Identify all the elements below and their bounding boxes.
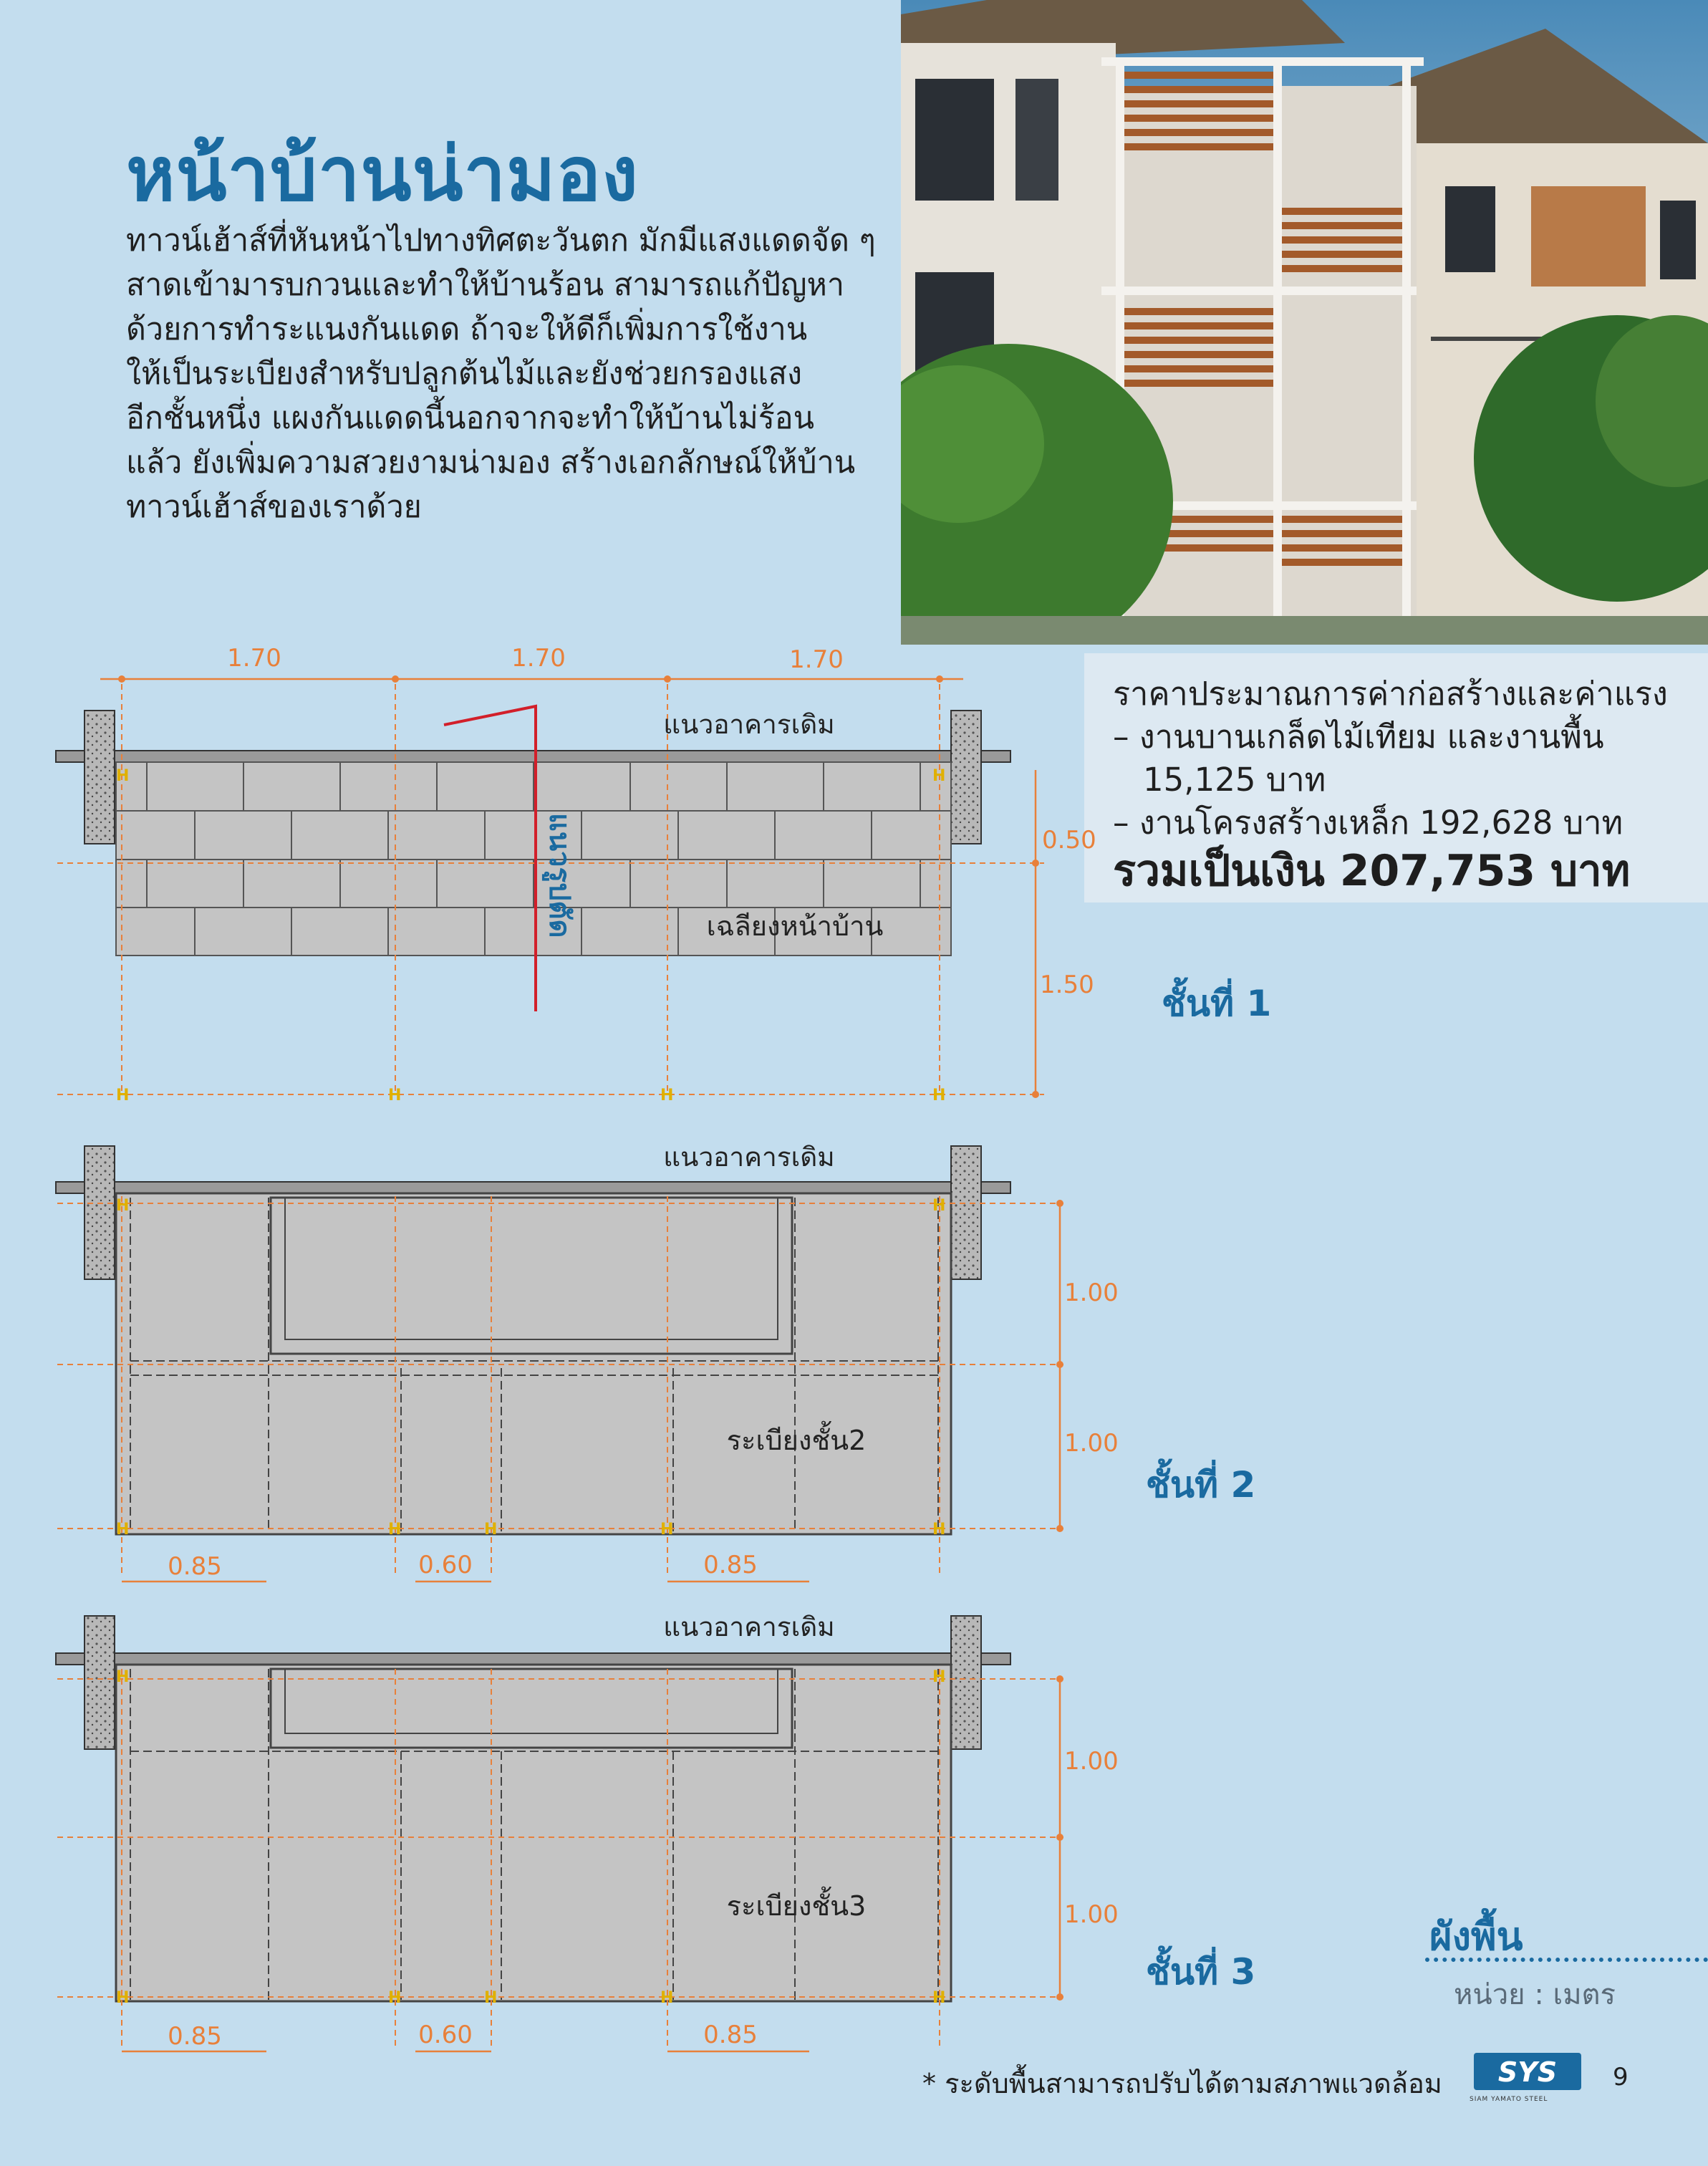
svg-text:H: H — [116, 767, 130, 785]
svg-text:H: H — [932, 1989, 946, 2007]
existing-building-line: แนวอาคารเดิม — [663, 1142, 835, 1173]
svg-text:H: H — [660, 1087, 674, 1104]
svg-text:H: H — [116, 1087, 130, 1104]
page-number: 9 — [1613, 2063, 1629, 2092]
svg-text:H: H — [932, 767, 946, 785]
floor-3-label: ชั้นที่ 3 — [1146, 1951, 1256, 1993]
plan-floor-3 — [56, 1612, 1119, 2051]
intro-line: อีกชั้นหนึ่ง แผงกันแดดนี้นอกจากจะทำให้บ้านไม่ร้อน — [126, 400, 815, 436]
dimension-label: 1.50 — [1040, 971, 1094, 999]
balcony2-label: ระเบียงชั้น2 — [726, 1425, 867, 1456]
svg-text:H: H — [484, 1989, 498, 2007]
logo-subtitle: SIAM YAMATO STEEL — [1470, 2096, 1548, 2103]
existing-building-line: แนวอาคารเดิม — [663, 709, 835, 740]
plan-floor-2 — [56, 1142, 1119, 1582]
svg-text:H: H — [932, 1197, 946, 1215]
unit-label: หน่วย : เมตร — [1454, 1978, 1616, 2011]
svg-text:H: H — [388, 1087, 402, 1104]
dimension-label: 0.85 — [168, 1552, 222, 1581]
dimension-label: 1.00 — [1064, 1429, 1119, 1458]
svg-text:SYS: SYS — [1497, 2056, 1558, 2088]
dimension-label: 0.85 — [168, 2022, 222, 2051]
svg-text:H: H — [660, 1521, 674, 1539]
intro-line: ให้เป็นระเบียงสำหรับปลูกต้นไม้และยังช่วยกรองแสง — [126, 356, 802, 392]
balcony3-label: ระเบียงชั้น3 — [726, 1890, 867, 1922]
sys-logo — [1474, 2053, 1581, 2090]
page-title: หน้าบ้านน่ามอง — [126, 130, 639, 218]
plan-floor-1 — [56, 644, 1096, 1104]
price-item-2: – งานโครงสร้างเหล็ก 192,628 บาท — [1113, 804, 1623, 842]
floor-2-label: ชั้นที่ 2 — [1146, 1464, 1256, 1506]
price-item-1: – งานบานเกล็ดไม้เทียม และงานพื้น — [1113, 718, 1604, 756]
canopy-label: เฉลียงหน้าบ้าน — [706, 910, 884, 942]
dimension-label: 0.85 — [703, 2021, 758, 2049]
svg-text:H: H — [116, 1989, 130, 2007]
footnote: * ระดับพื้นสามารถปรับได้ตามสภาพแวดล้อม — [922, 2068, 1442, 2099]
svg-text:H: H — [116, 1668, 130, 1686]
svg-text:H: H — [932, 1521, 946, 1539]
dimension-label: 1.00 — [1064, 1279, 1119, 1307]
dimension-label: 1.00 — [1064, 1747, 1119, 1776]
floor-1-label: ชั้นที่ 1 — [1162, 983, 1272, 1024]
intro-line: ทาวน์เฮ้าส์ของเราด้วย — [126, 489, 422, 525]
svg-text:H: H — [116, 1521, 130, 1539]
intro-line: สาดเข้ามารบกวนและทำให้บ้านร้อน สามารถแก้ปัญหา — [126, 267, 845, 303]
price-item-1-amount: 15,125 บาท — [1143, 761, 1326, 799]
dimension-label: 1.70 — [789, 645, 844, 674]
svg-text:H: H — [116, 1197, 130, 1215]
dimension-label: 0.50 — [1042, 826, 1096, 855]
svg-text:H: H — [660, 1989, 674, 2007]
dimension-label: 1.70 — [511, 644, 566, 673]
legend-divider — [1425, 1958, 1708, 1962]
intro-line: ทาวน์เฮ้าส์ที่หันหน้าไปทางทิศตะวันตก มักมีแสงแดดจัด ๆ — [126, 223, 876, 259]
dimension-label: 0.60 — [418, 2021, 473, 2049]
existing-building-line: แนวอาคารเดิม — [663, 1612, 835, 1642]
price-heading: ราคาประมาณการค่าก่อสร้างและค่าแรง — [1113, 675, 1668, 713]
intro-line: แล้ว ยังเพิ่มความสวยงามน่ามอง สร้างเอกลักษณ์ให้บ้าน — [126, 445, 856, 481]
dimension-label: 1.00 — [1064, 1900, 1119, 1929]
intro-line: ด้วยการทำระแนงกันแดด ถ้าจะให้ดีก็เพิ่มการใช้งาน — [126, 312, 808, 347]
svg-text:H: H — [484, 1521, 498, 1539]
floor-plan-legend-title: ผังพื้น — [1429, 1914, 1523, 1959]
section-mark: แนวรูปตัด — [543, 813, 576, 938]
svg-text:H: H — [932, 1668, 946, 1686]
svg-text:H: H — [932, 1087, 946, 1104]
svg-text:H: H — [388, 1521, 402, 1539]
dimension-label: 0.85 — [703, 1551, 758, 1579]
dimension-label: 1.70 — [227, 644, 281, 673]
svg-text:H: H — [388, 1989, 402, 2007]
price-total: รวมเป็นเงิน 207,753 บาท — [1113, 846, 1631, 896]
dimension-label: 0.60 — [418, 1551, 473, 1579]
